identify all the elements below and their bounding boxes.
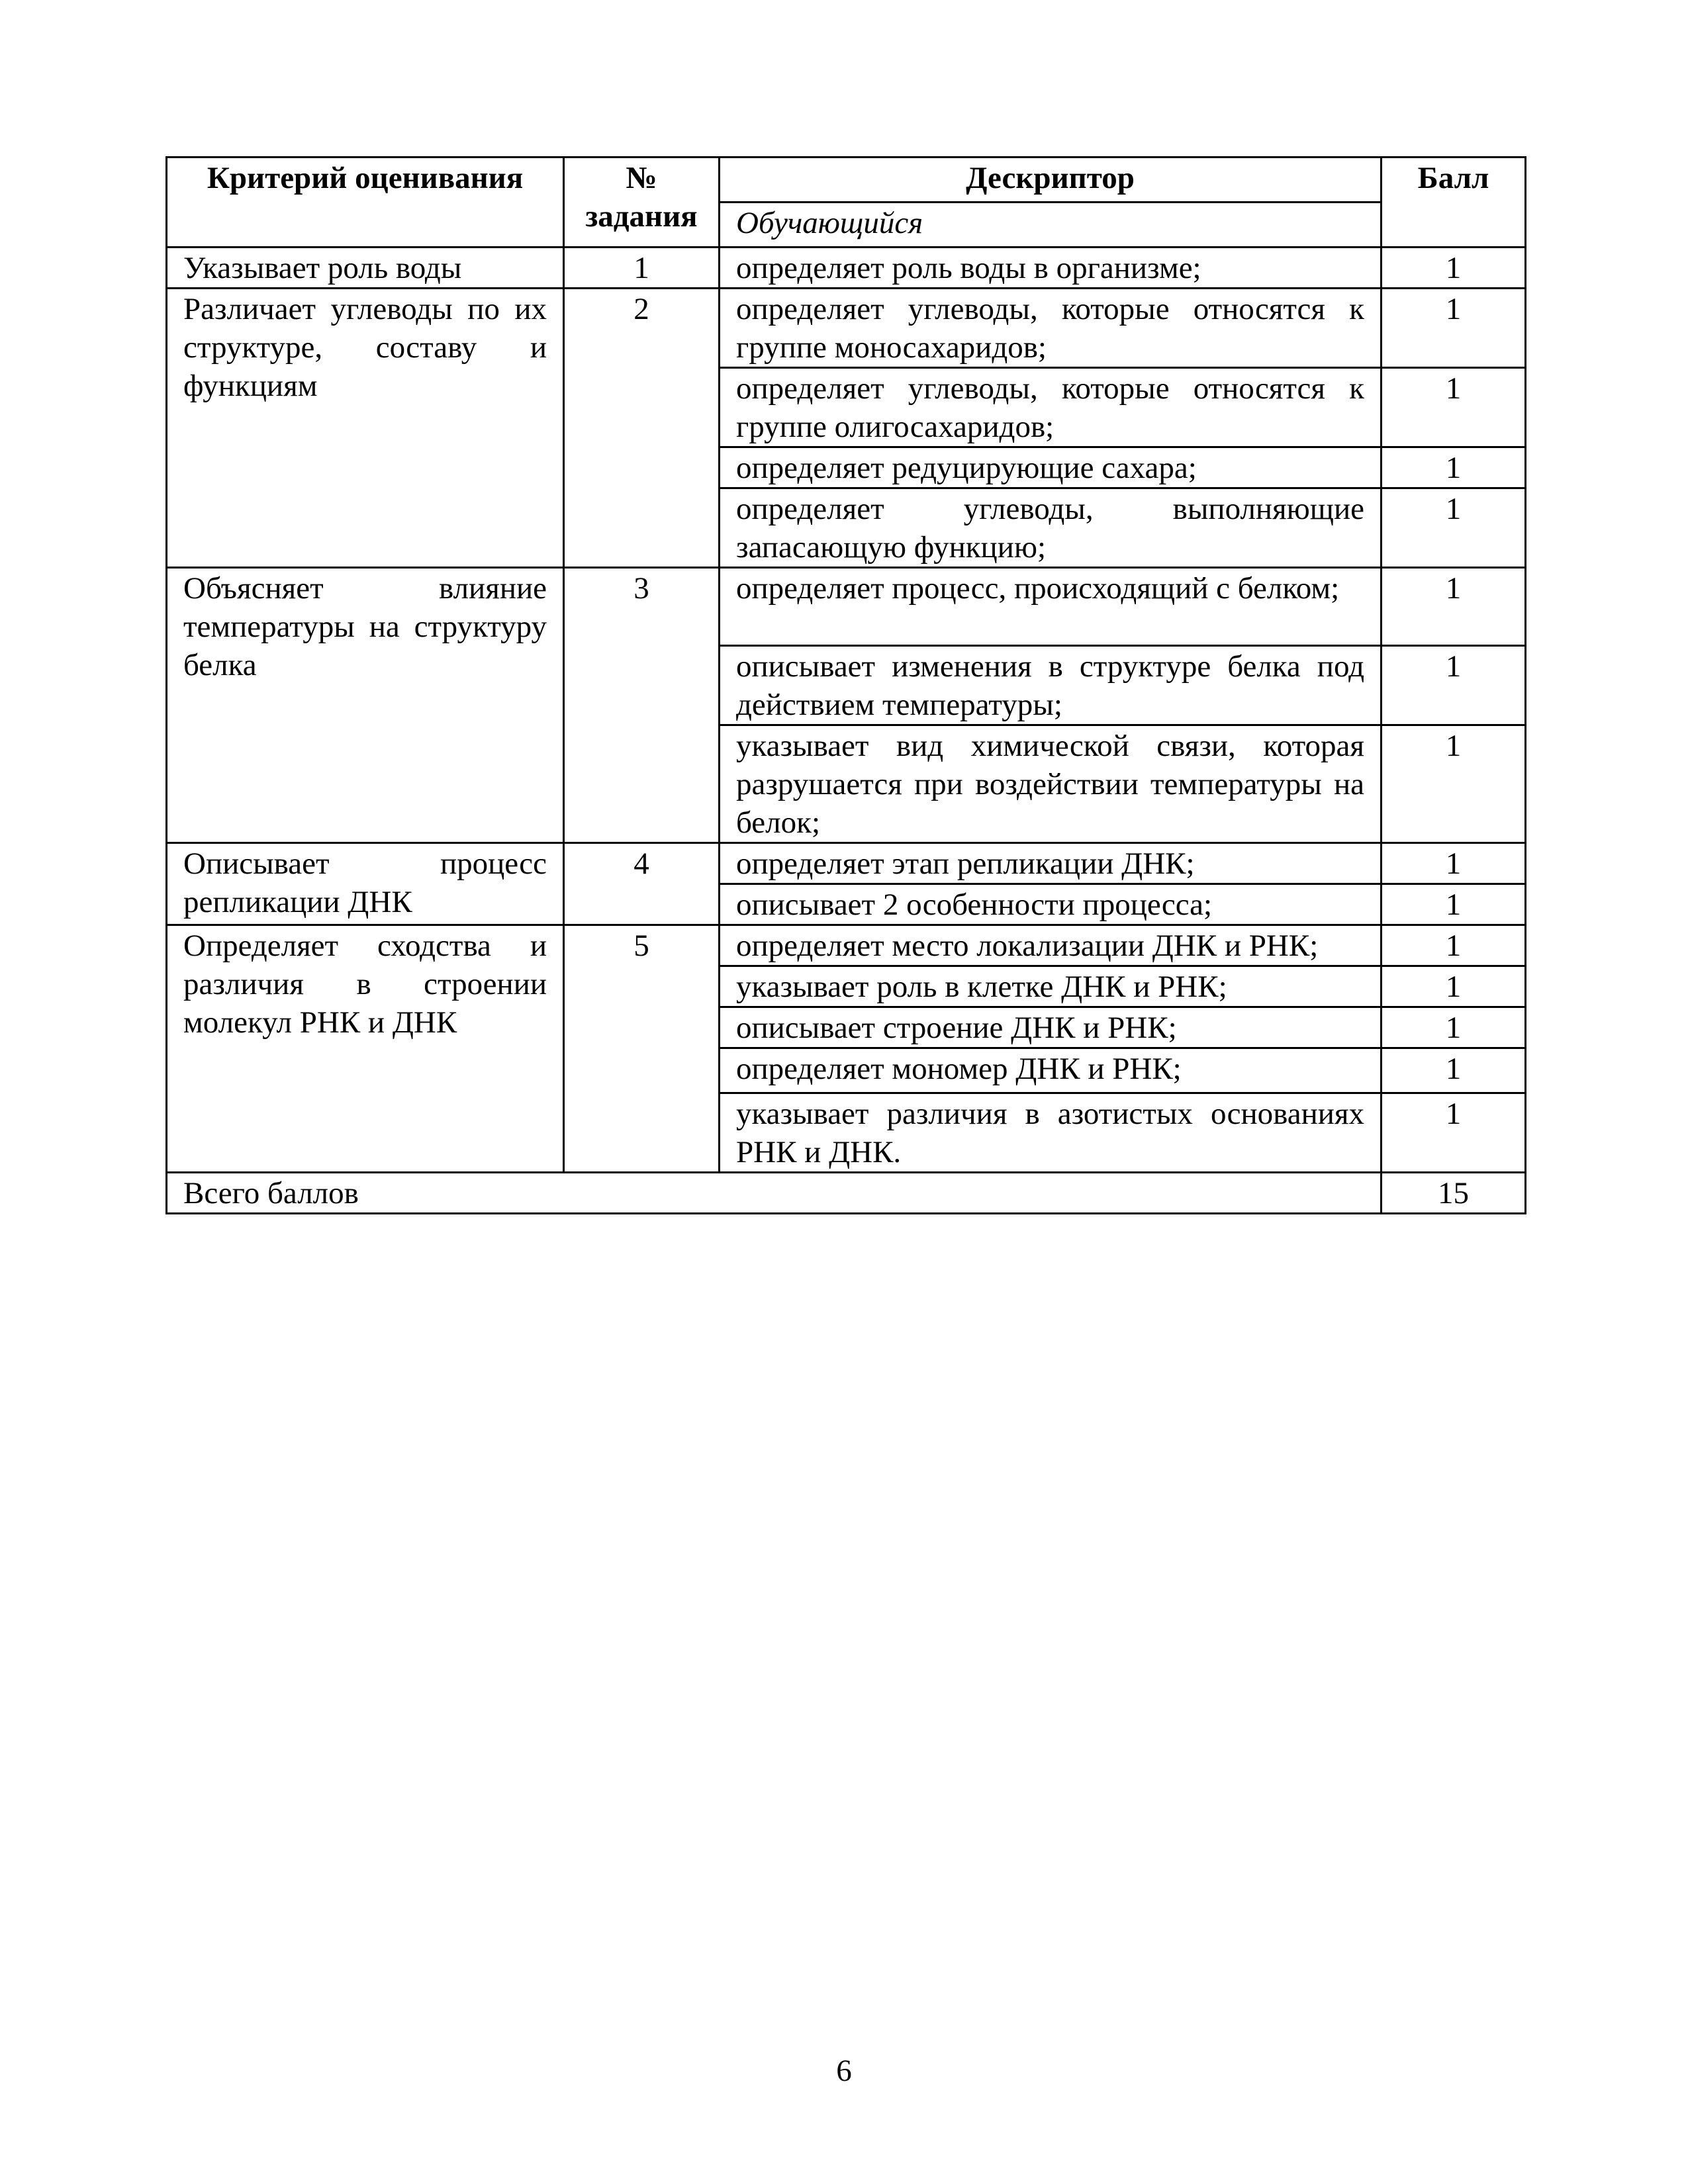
score-cell: 1 bbox=[1382, 1007, 1526, 1048]
score-cell: 1 bbox=[1382, 925, 1526, 966]
score-cell: 1 bbox=[1382, 884, 1526, 925]
descriptor-cell: определяет углеводы, которые относятся к группе олигосахаридов; bbox=[720, 368, 1382, 447]
descriptor-cell: определяет углеводы, выполняющие запасающую функцию; bbox=[720, 488, 1382, 568]
descriptor-cell: определяет роль воды в организме; bbox=[720, 248, 1382, 289]
table-row bbox=[167, 925, 1526, 966]
table-row bbox=[167, 289, 1526, 368]
score-cell: 1 bbox=[1382, 488, 1526, 568]
descriptor-header: Дескриптор bbox=[720, 158, 1382, 203]
descriptor-cell: описывает изменения в структуре белка под действием температуры; bbox=[720, 646, 1382, 725]
descriptor-cell: описывает строение ДНК и РНК; bbox=[720, 1007, 1382, 1048]
score-cell: 1 bbox=[1382, 368, 1526, 447]
criterion-header: Критерий оценивания bbox=[167, 158, 564, 248]
total-score: 15 bbox=[1382, 1173, 1526, 1214]
criterion-cell: Указывает роль воды bbox=[167, 248, 564, 289]
score-cell: 1 bbox=[1382, 447, 1526, 488]
score-cell: 1 bbox=[1382, 1093, 1526, 1173]
score-cell: 1 bbox=[1382, 289, 1526, 368]
total-label: Всего баллов bbox=[167, 1173, 1382, 1214]
table-row bbox=[167, 248, 1526, 289]
task-number-cell: 5 bbox=[564, 925, 720, 1173]
learner-subheader: Обучающийся bbox=[720, 203, 1382, 248]
table-row bbox=[167, 843, 1526, 884]
task-number-header bbox=[564, 158, 720, 248]
descriptor-cell: определяет место локализации ДНК и РНК; bbox=[720, 925, 1382, 966]
score-cell: 1 bbox=[1382, 725, 1526, 843]
task-number-cell: 2 bbox=[564, 289, 720, 568]
task-number-cell: 4 bbox=[564, 843, 720, 925]
score-cell: 1 bbox=[1382, 646, 1526, 725]
task-number-symbol: № bbox=[626, 161, 657, 195]
descriptor-cell: определяет углеводы, которые относятся к группе моносахаридов; bbox=[720, 289, 1382, 368]
descriptor-cell: определяет редуцирующие сахара; bbox=[720, 447, 1382, 488]
assessment-rubric-table bbox=[165, 156, 1526, 1214]
task-number-cell: 1 bbox=[564, 248, 720, 289]
score-cell: 1 bbox=[1382, 248, 1526, 289]
descriptor-cell: указывает различия в азотистых основаниях РНК и ДНК. bbox=[720, 1093, 1382, 1173]
score-header: Балл bbox=[1382, 158, 1526, 248]
descriptor-cell: описывает 2 особенности процесса; bbox=[720, 884, 1382, 925]
criterion-cell: Описывает процесс репликации ДНК bbox=[167, 843, 564, 925]
descriptor-cell: указывает роль в клетке ДНК и РНК; bbox=[720, 966, 1382, 1007]
descriptor-cell: определяет процесс, происходящий с белком; bbox=[720, 568, 1382, 646]
page-number: 6 bbox=[836, 2054, 852, 2088]
table-header-row bbox=[167, 158, 1526, 203]
criterion-cell: Определяет сходства и различия в строении молекул РНК и ДНК bbox=[167, 925, 564, 1173]
total-row bbox=[167, 1173, 1526, 1214]
score-cell: 1 bbox=[1382, 966, 1526, 1007]
task-number-word: задания bbox=[585, 199, 698, 234]
task-number-cell: 3 bbox=[564, 568, 720, 843]
score-cell: 1 bbox=[1382, 843, 1526, 884]
score-cell: 1 bbox=[1382, 568, 1526, 646]
descriptor-cell: определяет мономер ДНК и РНК; bbox=[720, 1048, 1382, 1093]
table-row bbox=[167, 568, 1526, 646]
score-cell: 1 bbox=[1382, 1048, 1526, 1093]
criterion-cell: Объясняет влияние температуры на структуру белка bbox=[167, 568, 564, 843]
descriptor-cell: указывает вид химической связи, которая разрушается при воздействии температуры на белок; bbox=[720, 725, 1382, 843]
descriptor-cell: определяет этап репликации ДНК; bbox=[720, 843, 1382, 884]
criterion-cell: Различает углеводы по их структуре, составу и функциям bbox=[167, 289, 564, 568]
